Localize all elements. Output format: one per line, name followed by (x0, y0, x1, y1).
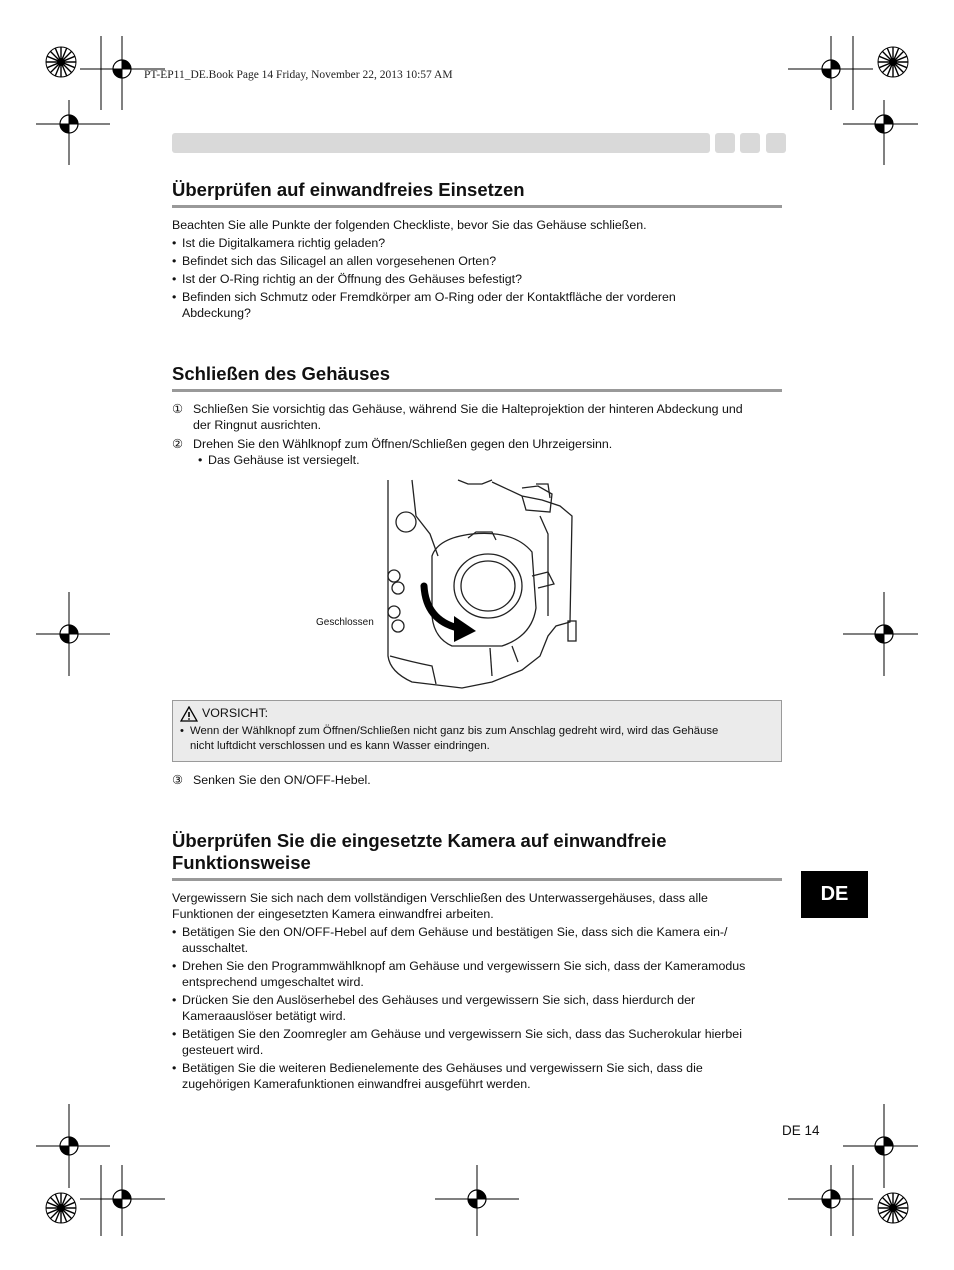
section-rule (172, 205, 782, 208)
header-square (715, 133, 735, 153)
section-title: Überprüfen Sie die eingesetzte Kamera auf einwandfreie (172, 830, 667, 851)
step-text: Senken Sie den ON/OFF-Hebel. (193, 773, 371, 787)
corner-mark-top-right (788, 36, 918, 165)
step-text: Schließen Sie vorsichtig das Gehäuse, während Sie die Halteprojektion der hinteren Abdeckung und (193, 402, 743, 416)
step-text: der Ringnut ausrichten. (193, 418, 322, 432)
bullet-icon: • (172, 254, 177, 268)
step-number: ① (172, 402, 184, 416)
step-number: ② (172, 437, 184, 451)
intro-text: Vergewissern Sie sich nach dem vollständigen Verschließen des Unterwassergehäuses, dass alle (172, 891, 708, 905)
step-text: Drehen Sie den Wählknopf zum Öffnen/Schließen gegen den Uhrzeigersinn. (193, 437, 613, 451)
page-number: DE 14 (782, 1123, 820, 1138)
header-square (766, 133, 786, 153)
bullet-icon: • (172, 236, 177, 250)
bullet-icon: • (172, 1061, 177, 1075)
bullet-icon: • (172, 959, 177, 973)
bullet-icon: • (180, 725, 184, 737)
bullet-icon: • (172, 272, 177, 286)
section-title: Überprüfen auf einwandfreies Einsetzen (172, 179, 525, 200)
bullet-icon: • (172, 1027, 177, 1041)
section-title: Schließen des Gehäuses (172, 363, 390, 384)
bottom-center-mark (435, 1165, 519, 1236)
section-rule (172, 389, 782, 392)
bullet-icon: • (198, 453, 203, 467)
header-bar (172, 133, 710, 153)
bullet-icon: • (172, 290, 177, 304)
language-tab: DE (801, 871, 868, 918)
intro-text: Funktionen der eingesetzten Kamera einwandfrei arbeiten. (172, 907, 494, 921)
corner-mark-bottom-left (36, 1104, 165, 1236)
warning-triangle-icon (180, 706, 198, 722)
header-square (740, 133, 760, 153)
mid-mark-right (843, 592, 918, 676)
caution-title: VORSICHT: (202, 706, 269, 720)
housing-illustration (372, 476, 578, 692)
bullet-icon: • (172, 925, 177, 939)
print-header: PT-EP11_DE.Book Page 14 Friday, November 22, 2013 10:57 AM (144, 69, 453, 81)
corner-mark-top-left (36, 36, 165, 165)
section-title: Funktionsweise (172, 852, 311, 873)
step-number: ③ (172, 773, 184, 787)
bullet-icon: • (172, 993, 177, 1007)
mid-mark-left (36, 592, 110, 676)
section-rule (172, 878, 782, 881)
intro-text: Beachten Sie alle Punkte der folgenden Checkliste, bevor Sie das Gehäuse schließen. (172, 218, 647, 232)
figure-label: Geschlossen (316, 617, 374, 628)
